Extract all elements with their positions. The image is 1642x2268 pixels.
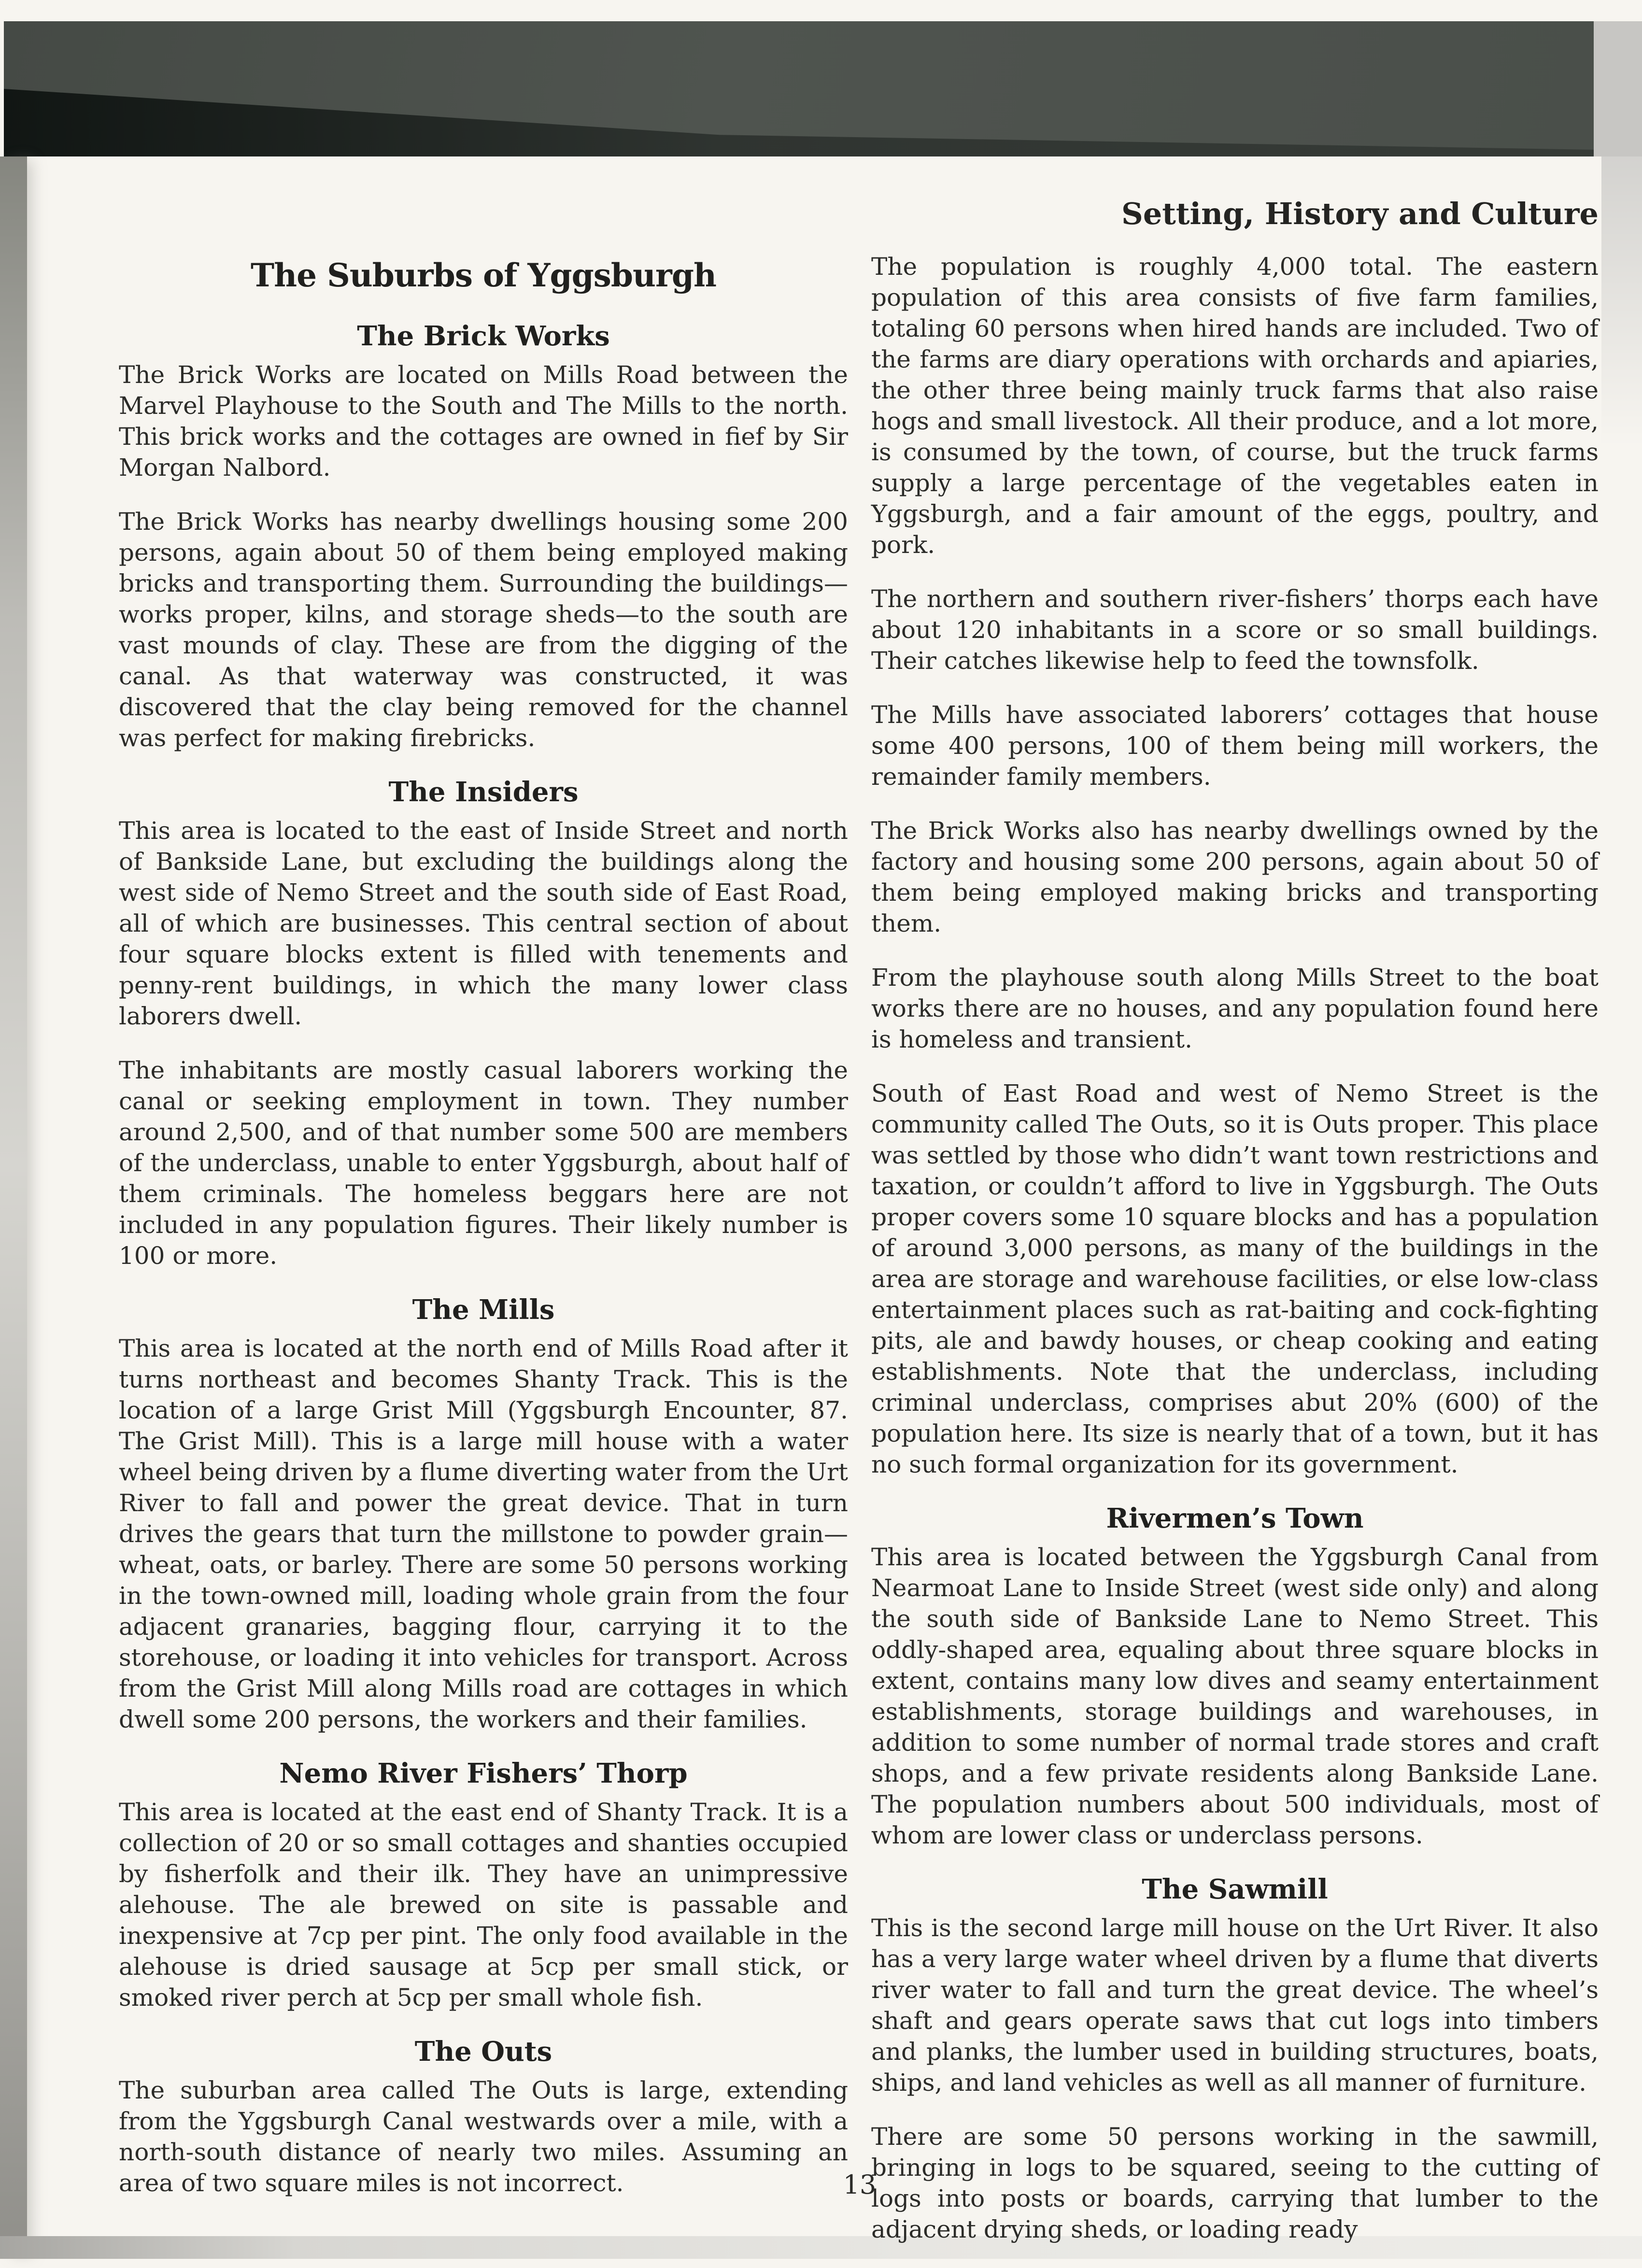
chapter-header: Setting, History and Culture: [1121, 196, 1599, 231]
section-heading-insiders: The Insiders: [388, 776, 579, 808]
body-paragraph: The inhabitants are mostly casual laborers working the canal or seeking employment in town. They number around 2,500, and of that number some 500 are members of the underclass, unable to enter Yggsburgh, about half of them criminals. The homeless beggars here are not included in any population figures. Their likely number is 100 or more.: [119, 1056, 848, 1270]
banner-shadow: [4, 21, 1594, 156]
section-heading-rivermens-town: Rivermen’s Town: [1106, 1503, 1364, 1534]
body-paragraph: This area is located to the east of Inside Street and north of Bankside Lane, but excluding the buildings along the west side of Nemo Street and the south side of East Road, all of which are businesses. This central section of about four square blocks extent is filled with tenements and penny-rent buildings, in which the many lower class laborers dwell.: [119, 817, 848, 1030]
body-paragraph: This area is located between the Yggsburgh Canal from Nearmoat Lane to Inside Street (west side only) and along the south side of Bankside Lane to Nemo Street. This oddly-shaped area, equaling about three square blocks in extent, contains many low dives and seamy entertainment establishments, storage buildings and warehouses, in addition to some number of normal trade stores and craft shops, and a few private residents along Bankside Lane. The population numbers about 500 individuals, most of whom are lower class or underclass persons.: [871, 1543, 1599, 1849]
section-heading-outs: The Outs: [414, 2036, 552, 2068]
body-paragraph: South of East Road and west of Nemo Street is the community called The Outs, so it is Outs proper. This place was settled by those who didn’t want town restrictions and taxation, or couldn’t afford to live in Yggsburgh. The Outs proper covers some 10 square blocks and has a population of around 3,000 persons, as many of the buildings in the area are storage and warehouse facilities, or else low-class entertainment places such as rat-baiting and cock-fighting pits, ale and bawdy houses, or cheap cooking and eating establishments. Note that the underclass, including criminal underclass, comprises abut 20% (600) of the population here. Its size is nearly that of a town, but it has no such formal organization for its government.: [871, 1079, 1599, 1478]
right-column: [871, 251, 1599, 2268]
section-heading-sawmill: The Sawmill: [1142, 1873, 1328, 1905]
body-paragraph: The Mills have associated laborers’ cottages that house some 400 persons, 100 of them being mill workers, the remainder family members.: [871, 701, 1599, 791]
scan-edge-right-fade: [1601, 156, 1642, 446]
page-number: 13: [843, 2169, 877, 2200]
scan-gutter-left: [0, 156, 27, 2259]
left-column: [119, 256, 848, 2222]
body-paragraph: This area is located at the east end of Shanty Track. It is a collection of 20 or so small cottages and shanties occupied by fisherfolk and their ilk. They have an unimpressive alehouse. The ale brewed on site is passable and inexpensive at 7cp per pint. The only food available in the alehouse is dried sausage at 5cp per small stick, or smoked river perch at 5cp per small whole fish.: [119, 1798, 848, 2012]
section-heading-nemo-thorp: Nemo River Fishers’ Thorp: [279, 1758, 688, 1789]
body-paragraph: This area is located at the north end of Mills Road after it turns northeast and becomes Shanty Track. This is the location of a large Grist Mill (Yggsburgh Encounter, 87. The Grist Mill). This is a large mill house with a water wheel being driven by a flume diverting water from the Urt River to fall and power the great device. That in turn drives the gears that turn the millstone to powder grain—wheat, oats, or barley. There are some 50 persons working in the town-owned mill, loading whole grain from the four adjacent granaries, bagging flour, carrying it to the storehouse, or loading it into vehicles for transport. Across from the Grist Mill along Mills road are cottages in which dwell some 200 persons, the workers and their families.: [119, 1334, 848, 1733]
body-paragraph: The Brick Works also has nearby dwellings owned by the factory and housing some 200 persons, again about 50 of them being employed making bricks and transporting them.: [871, 817, 1599, 937]
scan-edge-right-top: [1594, 21, 1642, 156]
body-paragraph: There are some 50 persons working in the sawmill, bringing in logs to be squared, seeing to the cutting of logs into posts or boards, carrying that lumber to the adjacent drying sheds, or loading ready: [871, 2123, 1599, 2243]
body-paragraph: The suburban area called The Outs is large, extending from the Yggsburgh Canal westwards over a mile, with a north-south distance of nearly two miles. Assuming an area of two square miles is not incorrect.: [119, 2076, 848, 2197]
body-paragraph: From the playhouse south along Mills Street to the boat works there are no houses, and any population found here is homeless and transient.: [871, 964, 1599, 1053]
body-paragraph: The population is roughly 4,000 total. The eastern population of this area consists of five farm families, totaling 60 persons when hired hands are included. Two of the farms are diary operations with orchards and apiaries, the other three being mainly truck farms that also raise hogs and small livestock. All their produce, and a lot more, is consumed by the town, of course, but the truck farms supply a large percentage of the vegetables eaten in Yggsburgh, and a fair amount of the eggs, poultry, and pork.: [871, 253, 1599, 559]
page-title: The Suburbs of Yggsburgh: [251, 256, 716, 294]
section-heading-brick-works: The Brick Works: [357, 320, 610, 352]
body-paragraph: This is the second large mill house on the Urt River. It also has a very large water wheel driven by a flume that diverts river water to fall and turn the great device. The wheel’s shaft and gears operate saws that cut logs into timbers and planks, the lumber used in building structures, boats, ships, and land vehicles as well as all manner of furniture.: [871, 1914, 1599, 2097]
body-paragraph: The Brick Works are located on Mills Road between the Marvel Playhouse to the South and The Mills to the north. This brick works and the cottages are owned in fief by Sir Morgan Nalbord.: [119, 361, 848, 482]
section-heading-mills: The Mills: [412, 1294, 555, 1326]
page-top-banner: [4, 21, 1594, 156]
body-paragraph: The Brick Works has nearby dwellings housing some 200 persons, again about 50 of them being employed making bricks and transporting them. Surrounding the buildings—works proper, kilns, and storage sheds—to the south are vast mounds of clay. These are from the digging of the canal. As that waterway was constructed, it was discovered that the clay being removed for the channel was perfect for making firebricks.: [119, 508, 848, 752]
body-paragraph: The northern and southern river-fishers’ thorps each have about 120 inhabitants in a score or so small buildings. Their catches likewise help to feed the townsfolk.: [871, 585, 1599, 675]
